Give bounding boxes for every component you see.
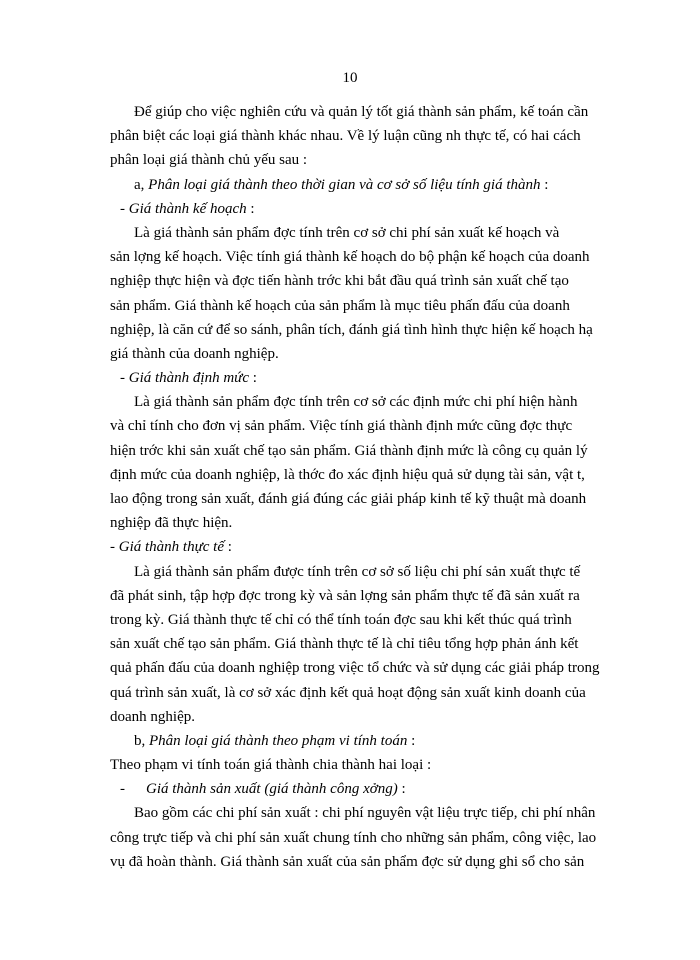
plan-body-line-4: sản phẩm. Giá thành kế hoạch của sản phẩm là mục tiêu phấn đấu của doanh (110, 297, 570, 314)
section-a-prefix: a, (134, 176, 145, 193)
actual-body-line-4: sản xuất chế tạo sản phẩm. Giá thành thực tế là chỉ tiêu tổng hợp phản ánh kết (110, 636, 579, 653)
plan-body-line-1: Là giá thành sản phẩm đợc tính trên cơ sở chi phí sản xuất kế hoạch và (134, 224, 560, 241)
production-price-suffix: : (397, 781, 406, 798)
intro-line-2: phân biệt các loại giá thành khác nhau. Về lý luận cũng nh thực tế, có hai cách (110, 128, 581, 145)
actual-price-suffix: : (224, 539, 232, 556)
norm-body-line-1: Là giá thành sản phẩm đợc tính trên cơ sở các định mức chi phí hiện hành (134, 394, 578, 411)
production-body-line-2: công trực tiếp và chi phí sản xuất chung tính cho những sản phẩm, công việc, lao (110, 829, 597, 846)
actual-body-line-5: quả phấn đấu của doanh nghiệp trong việc tổ chức và sử dụng các giải pháp trong (110, 660, 600, 677)
section-a-title: Phân loại giá thành theo thời gian và cơ sở số liệu tính giá thành (148, 176, 541, 193)
actual-body-line-2: đã phát sinh, tập hợp đợc trong kỳ và sản lợng sản phẩm thực tế đã sản xuất ra (110, 587, 580, 604)
section-b-title: Phân loại giá thành theo phạm vi tính toán (149, 732, 408, 749)
norm-body-line-3: hiện trớc khi sản xuất chế tạo sản phẩm. Giá thành định mức là công cụ quản lý (110, 442, 588, 459)
production-price-heading (110, 777, 645, 801)
plan-price-heading (110, 197, 645, 221)
production-price-title: Giá thành sản xuất (giá thành công xởng) (146, 781, 398, 798)
scope-intro: Theo phạm vi tính toán giá thành chia thành hai loại : (110, 757, 432, 774)
actual-price-title: - Giá thành thực tế (110, 539, 224, 556)
production-body-line-1: Bao gồm các chi phí sản xuất : chi phí nguyên vật liệu trực tiếp, chi phí nhân (134, 805, 596, 822)
actual-body-line-3: trong kỳ. Giá thành thực tế chỉ có thể tính toán đợc sau khi kết thúc quá trình (110, 611, 572, 628)
plan-body-line-2: sản lợng kế hoạch. Việc tính giá thành kế hoạch do bộ phận kế hoạch của doanh (110, 249, 590, 266)
section-b-heading (110, 729, 645, 753)
section-b-prefix: b, (134, 732, 146, 749)
actual-price-heading (110, 535, 645, 559)
bullet-mark: - (120, 781, 125, 798)
production-body-line-3: vụ đã hoàn thành. Giá thành sản xuất của sản phẩm đợc sử dụng ghi sổ cho sản (110, 853, 585, 870)
norm-body-line-2: và chỉ tính cho đơn vị sản phẩm. Việc tính giá thành định mức cũng đợc thực (110, 418, 573, 435)
page-number: 10 (342, 70, 358, 86)
norm-body-line-5: lao động trong sản xuất, đánh giá đúng các giải pháp kinh tế kỹ thuật mà doanh (110, 491, 587, 507)
norm-price-heading (110, 366, 645, 390)
plan-body-line-3: nghiệp thực hiện và đợc tiến hành trớc khi bắt đầu quá trình sản xuất chế tạo (110, 273, 569, 290)
document-body (110, 100, 645, 874)
plan-price-suffix: : (246, 200, 255, 217)
norm-body-line-6: nghiệp đã thực hiện. (110, 515, 233, 532)
intro-line-1: Để giúp cho việc nghiên cứu và quản lý tốt giá thành sản phẩm, kế toán cần (134, 104, 589, 120)
intro-line-3: phân loại giá thành chủ yếu sau : (110, 152, 308, 169)
plan-body-line-5: nghiệp, là căn cứ để so sánh, phân tích, đánh giá tình hình thực hiện kế hoạch hạ (110, 321, 593, 338)
section-b-suffix: : (407, 732, 416, 749)
norm-price-title: - Giá thành định mức (120, 370, 250, 387)
actual-body-line-1: Là giá thành sản phẩm được tính trên cơ sở số liệu chi phí sản xuất thực tế (134, 563, 581, 580)
section-a-heading (110, 173, 645, 197)
actual-body-line-7: doanh nghiệp. (110, 708, 195, 725)
actual-body-line-6: quá trình sản xuất, là cơ sở xác định kết quả hoạt động sản xuất kinh doanh của (110, 684, 586, 701)
plan-body-line-6: giá thành của doanh nghiệp. (110, 345, 279, 362)
plan-price-title: - Giá thành kế hoạch (120, 200, 247, 217)
norm-price-suffix: : (249, 370, 257, 387)
section-a-suffix: : (540, 176, 549, 193)
norm-body-line-4: định mức của doanh nghiệp, là thớc đo xác định hiệu quả sử dụng tài sản, vật t, (110, 466, 585, 483)
